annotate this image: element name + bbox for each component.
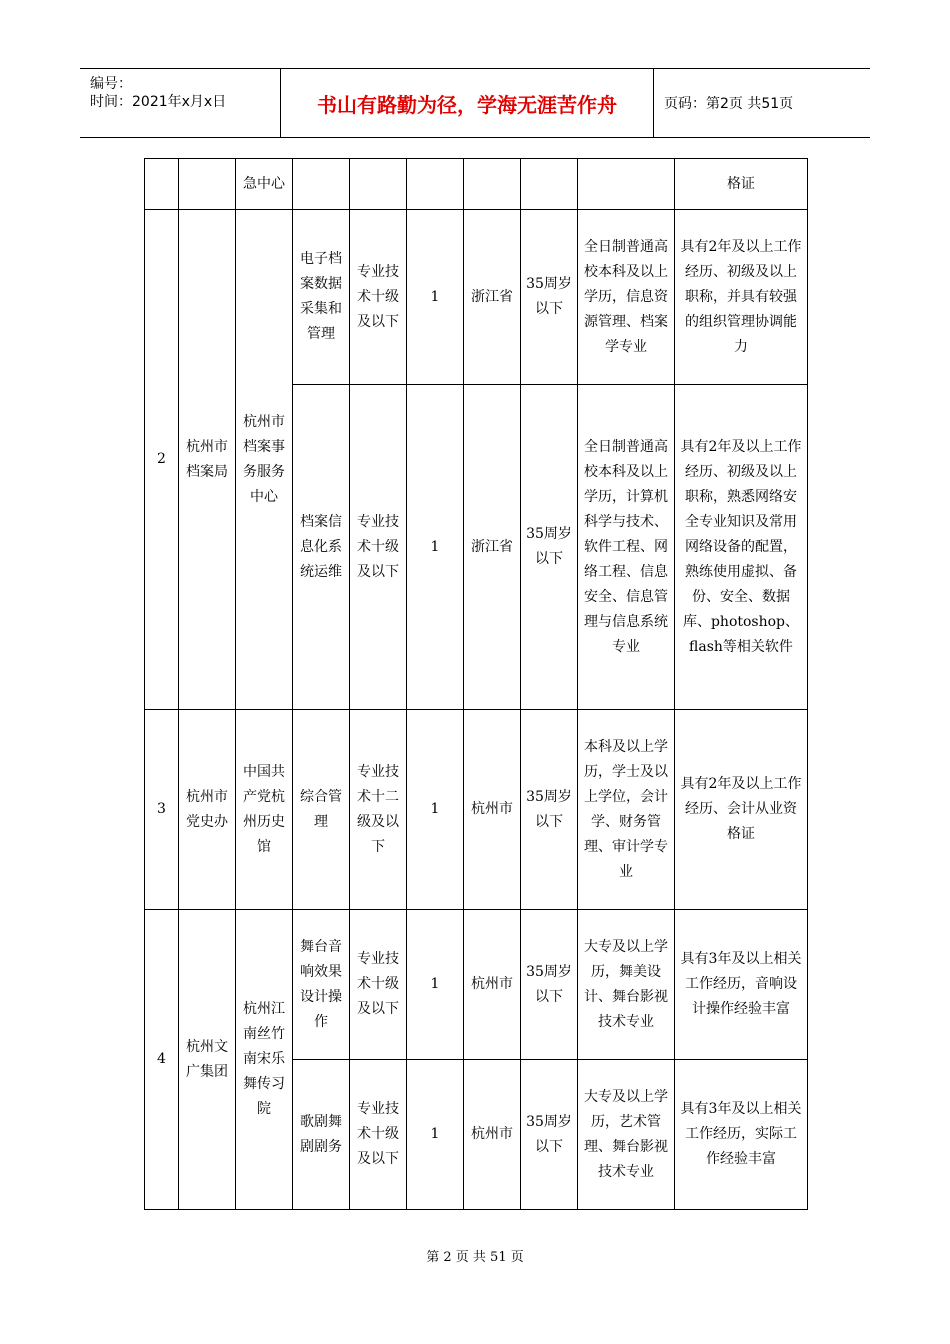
age-cell: 35周岁以下 — [521, 210, 578, 385]
document-time-label: 时间：2021年x月x日 — [90, 94, 227, 110]
serial-number-cell: 4 — [145, 910, 179, 1210]
count-cell: 1 — [407, 910, 464, 1060]
document-number-label: 编号： — [90, 76, 132, 92]
table-cell — [578, 159, 675, 210]
recruitment-table — [144, 158, 808, 1210]
education-cell: 全日制普通高校本科及以上学历，计算机科学与技术、软件工程、网络工程、信息安全、信息管理与信息系统专业 — [578, 385, 675, 710]
count-cell: 1 — [407, 210, 464, 385]
place-cell: 杭州市 — [464, 910, 521, 1060]
post-cell: 歌剧舞剧剧务 — [293, 1060, 350, 1210]
requirement-cell: 格证 — [675, 159, 808, 210]
post-cell: 综合管理 — [293, 710, 350, 910]
post-cell: 舞台音响效果设计操作 — [293, 910, 350, 1060]
table-cell — [179, 159, 236, 210]
org-cell: 中国共产党杭州历史馆 — [236, 710, 293, 910]
table-row — [145, 910, 808, 1060]
requirement-cell: 具有2年及以上工作经历、会计从业资格证 — [675, 710, 808, 910]
requirement-cell: 具有3年及以上相关工作经历，音响设计操作经验丰富 — [675, 910, 808, 1060]
grade-cell: 专业技术十级及以下 — [350, 910, 407, 1060]
table-cell — [350, 159, 407, 210]
education-cell: 大专及以上学历，艺术管理、舞台影视技术专业 — [578, 1060, 675, 1210]
org-cell: 杭州市档案事务服务中心 — [236, 210, 293, 710]
table-cell — [407, 159, 464, 210]
table-row — [145, 159, 808, 210]
table-row — [145, 710, 808, 910]
table-row — [145, 210, 808, 385]
place-cell: 浙江省 — [464, 210, 521, 385]
grade-cell: 专业技术十级及以下 — [350, 1060, 407, 1210]
grade-cell: 专业技术十级及以下 — [350, 210, 407, 385]
header-slogan: 书山有路勤为径，学海无涯苦作舟 — [281, 69, 654, 137]
org-cell: 杭州江南丝竹南宋乐舞传习院 — [236, 910, 293, 1210]
education-cell: 本科及以上学历，学士及以上学位，会计学、财务管理、审计学专业 — [578, 710, 675, 910]
requirement-cell: 具有2年及以上工作经历、初级及以上职称，并具有较强的组织管理协调能力 — [675, 210, 808, 385]
table-cell — [521, 159, 578, 210]
age-cell: 35周岁以下 — [521, 710, 578, 910]
place-cell: 杭州市 — [464, 1060, 521, 1210]
header-meta — [80, 69, 281, 137]
org-cell: 急中心 — [236, 159, 293, 210]
age-cell: 35周岁以下 — [521, 385, 578, 710]
unit-cell: 杭州市档案局 — [179, 210, 236, 710]
table-cell — [293, 159, 350, 210]
header-page-number: 页码：第2页 共51页 — [664, 96, 794, 112]
count-cell: 1 — [407, 1060, 464, 1210]
place-cell: 浙江省 — [464, 385, 521, 710]
grade-cell: 专业技术十二级及以下 — [350, 710, 407, 910]
post-cell: 电子档案数据采集和管理 — [293, 210, 350, 385]
page-footer: 第 2 页 共 51 页 — [426, 1250, 524, 1265]
count-cell: 1 — [407, 385, 464, 710]
requirement-cell: 具有2年及以上工作经历、初级及以上职称，熟悉网络安全专业知识及常用网络设备的配置，熟练使用虚拟、备份、安全、数据库、photoshop、flash等相关软件 — [675, 385, 808, 710]
page-header — [80, 68, 870, 138]
education-cell: 全日制普通高校本科及以上学历，信息资源管理、档案学专业 — [578, 210, 675, 385]
count-cell: 1 — [407, 710, 464, 910]
requirement-cell: 具有3年及以上相关工作经历，实际工作经验丰富 — [675, 1060, 808, 1210]
serial-number-cell: 2 — [145, 210, 179, 710]
unit-cell: 杭州文广集团 — [179, 910, 236, 1210]
serial-number-cell: 3 — [145, 710, 179, 910]
age-cell: 35周岁以下 — [521, 1060, 578, 1210]
unit-cell: 杭州市党史办 — [179, 710, 236, 910]
education-cell: 大专及以上学历，舞美设计、舞台影视技术专业 — [578, 910, 675, 1060]
age-cell: 35周岁以下 — [521, 910, 578, 1060]
post-cell: 档案信息化系统运维 — [293, 385, 350, 710]
table-cell — [145, 159, 179, 210]
table-cell — [464, 159, 521, 210]
place-cell: 杭州市 — [464, 710, 521, 910]
grade-cell: 专业技术十级及以下 — [350, 385, 407, 710]
